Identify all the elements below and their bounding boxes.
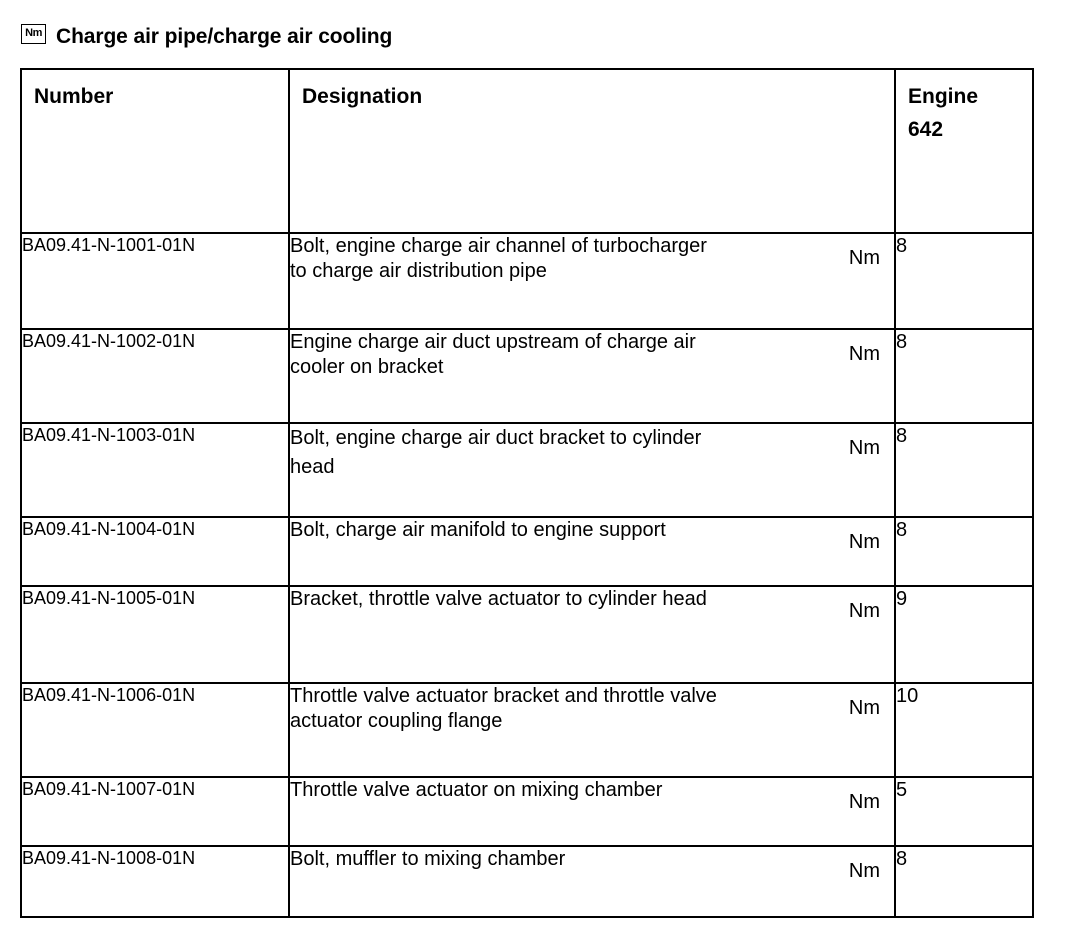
designation-cell <box>289 586 895 683</box>
part-number: BA09.41-N-1004-01N <box>21 517 289 586</box>
table-row <box>21 329 1033 423</box>
torque-value: 8 <box>895 329 1033 423</box>
unit-label: Nm <box>848 437 880 459</box>
table-row <box>21 233 1033 329</box>
part-number: BA09.41-N-1001-01N <box>21 233 289 329</box>
part-number: BA09.41-N-1005-01N <box>21 586 289 683</box>
table-row <box>21 517 1033 586</box>
table-row <box>21 777 1033 846</box>
section-header <box>21 22 392 52</box>
part-number: BA09.41-N-1008-01N <box>21 846 289 917</box>
designation: Bolt, muffler to mixing chamber <box>290 848 566 870</box>
part-number: BA09.41-N-1002-01N <box>21 329 289 423</box>
column-header-number: Number <box>21 69 289 233</box>
torque-nm-icon: Nm <box>21 24 46 44</box>
torque-value: 8 <box>895 423 1033 517</box>
designation-cell <box>289 233 895 329</box>
designation: Throttle valve actuator bracket and throttle valve actuator coupling flange <box>290 685 717 732</box>
unit-label: Nm <box>848 247 880 269</box>
unit-label: Nm <box>848 531 880 553</box>
part-number: BA09.41-N-1007-01N <box>21 777 289 846</box>
table-row <box>21 423 1033 517</box>
designation: Bolt, engine charge air channel of turbocharger to charge air distribution pipe <box>290 235 707 282</box>
unit-label: Nm <box>848 600 880 622</box>
designation-cell <box>289 683 895 777</box>
column-header-engine: Engine 642 <box>895 69 1033 233</box>
engine-model: 642 <box>908 118 944 141</box>
part-number: BA09.41-N-1003-01N <box>21 423 289 517</box>
torque-value: 9 <box>895 586 1033 683</box>
torque-value: 5 <box>895 777 1033 846</box>
torque-spec-table <box>20 68 1034 918</box>
designation: Bolt, charge air manifold to engine support <box>290 519 666 541</box>
table-header-row <box>21 69 1033 233</box>
designation-cell <box>289 423 895 517</box>
designation-cell <box>289 777 895 846</box>
table-row <box>21 846 1033 917</box>
designation: Bolt, engine charge air duct bracket to cylinder head <box>290 427 702 478</box>
torque-value: 8 <box>895 233 1033 329</box>
designation-cell <box>289 329 895 423</box>
designation-cell <box>289 517 895 586</box>
table-row <box>21 683 1033 777</box>
torque-value: 8 <box>895 517 1033 586</box>
table-row <box>21 586 1033 683</box>
page-title: Charge air pipe/charge air cooling <box>56 25 393 48</box>
unit-label: Nm <box>848 860 880 882</box>
column-header-designation: Designation <box>289 69 895 233</box>
torque-value: 10 <box>895 683 1033 777</box>
designation: Bracket, throttle valve actuator to cylinder head <box>290 588 707 610</box>
unit-label: Nm <box>848 791 880 813</box>
part-number: BA09.41-N-1006-01N <box>21 683 289 777</box>
unit-label: Nm <box>848 343 880 365</box>
unit-label: Nm <box>848 697 880 719</box>
designation: Throttle valve actuator on mixing chamber <box>290 779 663 801</box>
torque-value: 8 <box>895 846 1033 917</box>
designation-cell <box>289 846 895 917</box>
designation: Engine charge air duct upstream of charge air cooler on bracket <box>290 331 696 378</box>
